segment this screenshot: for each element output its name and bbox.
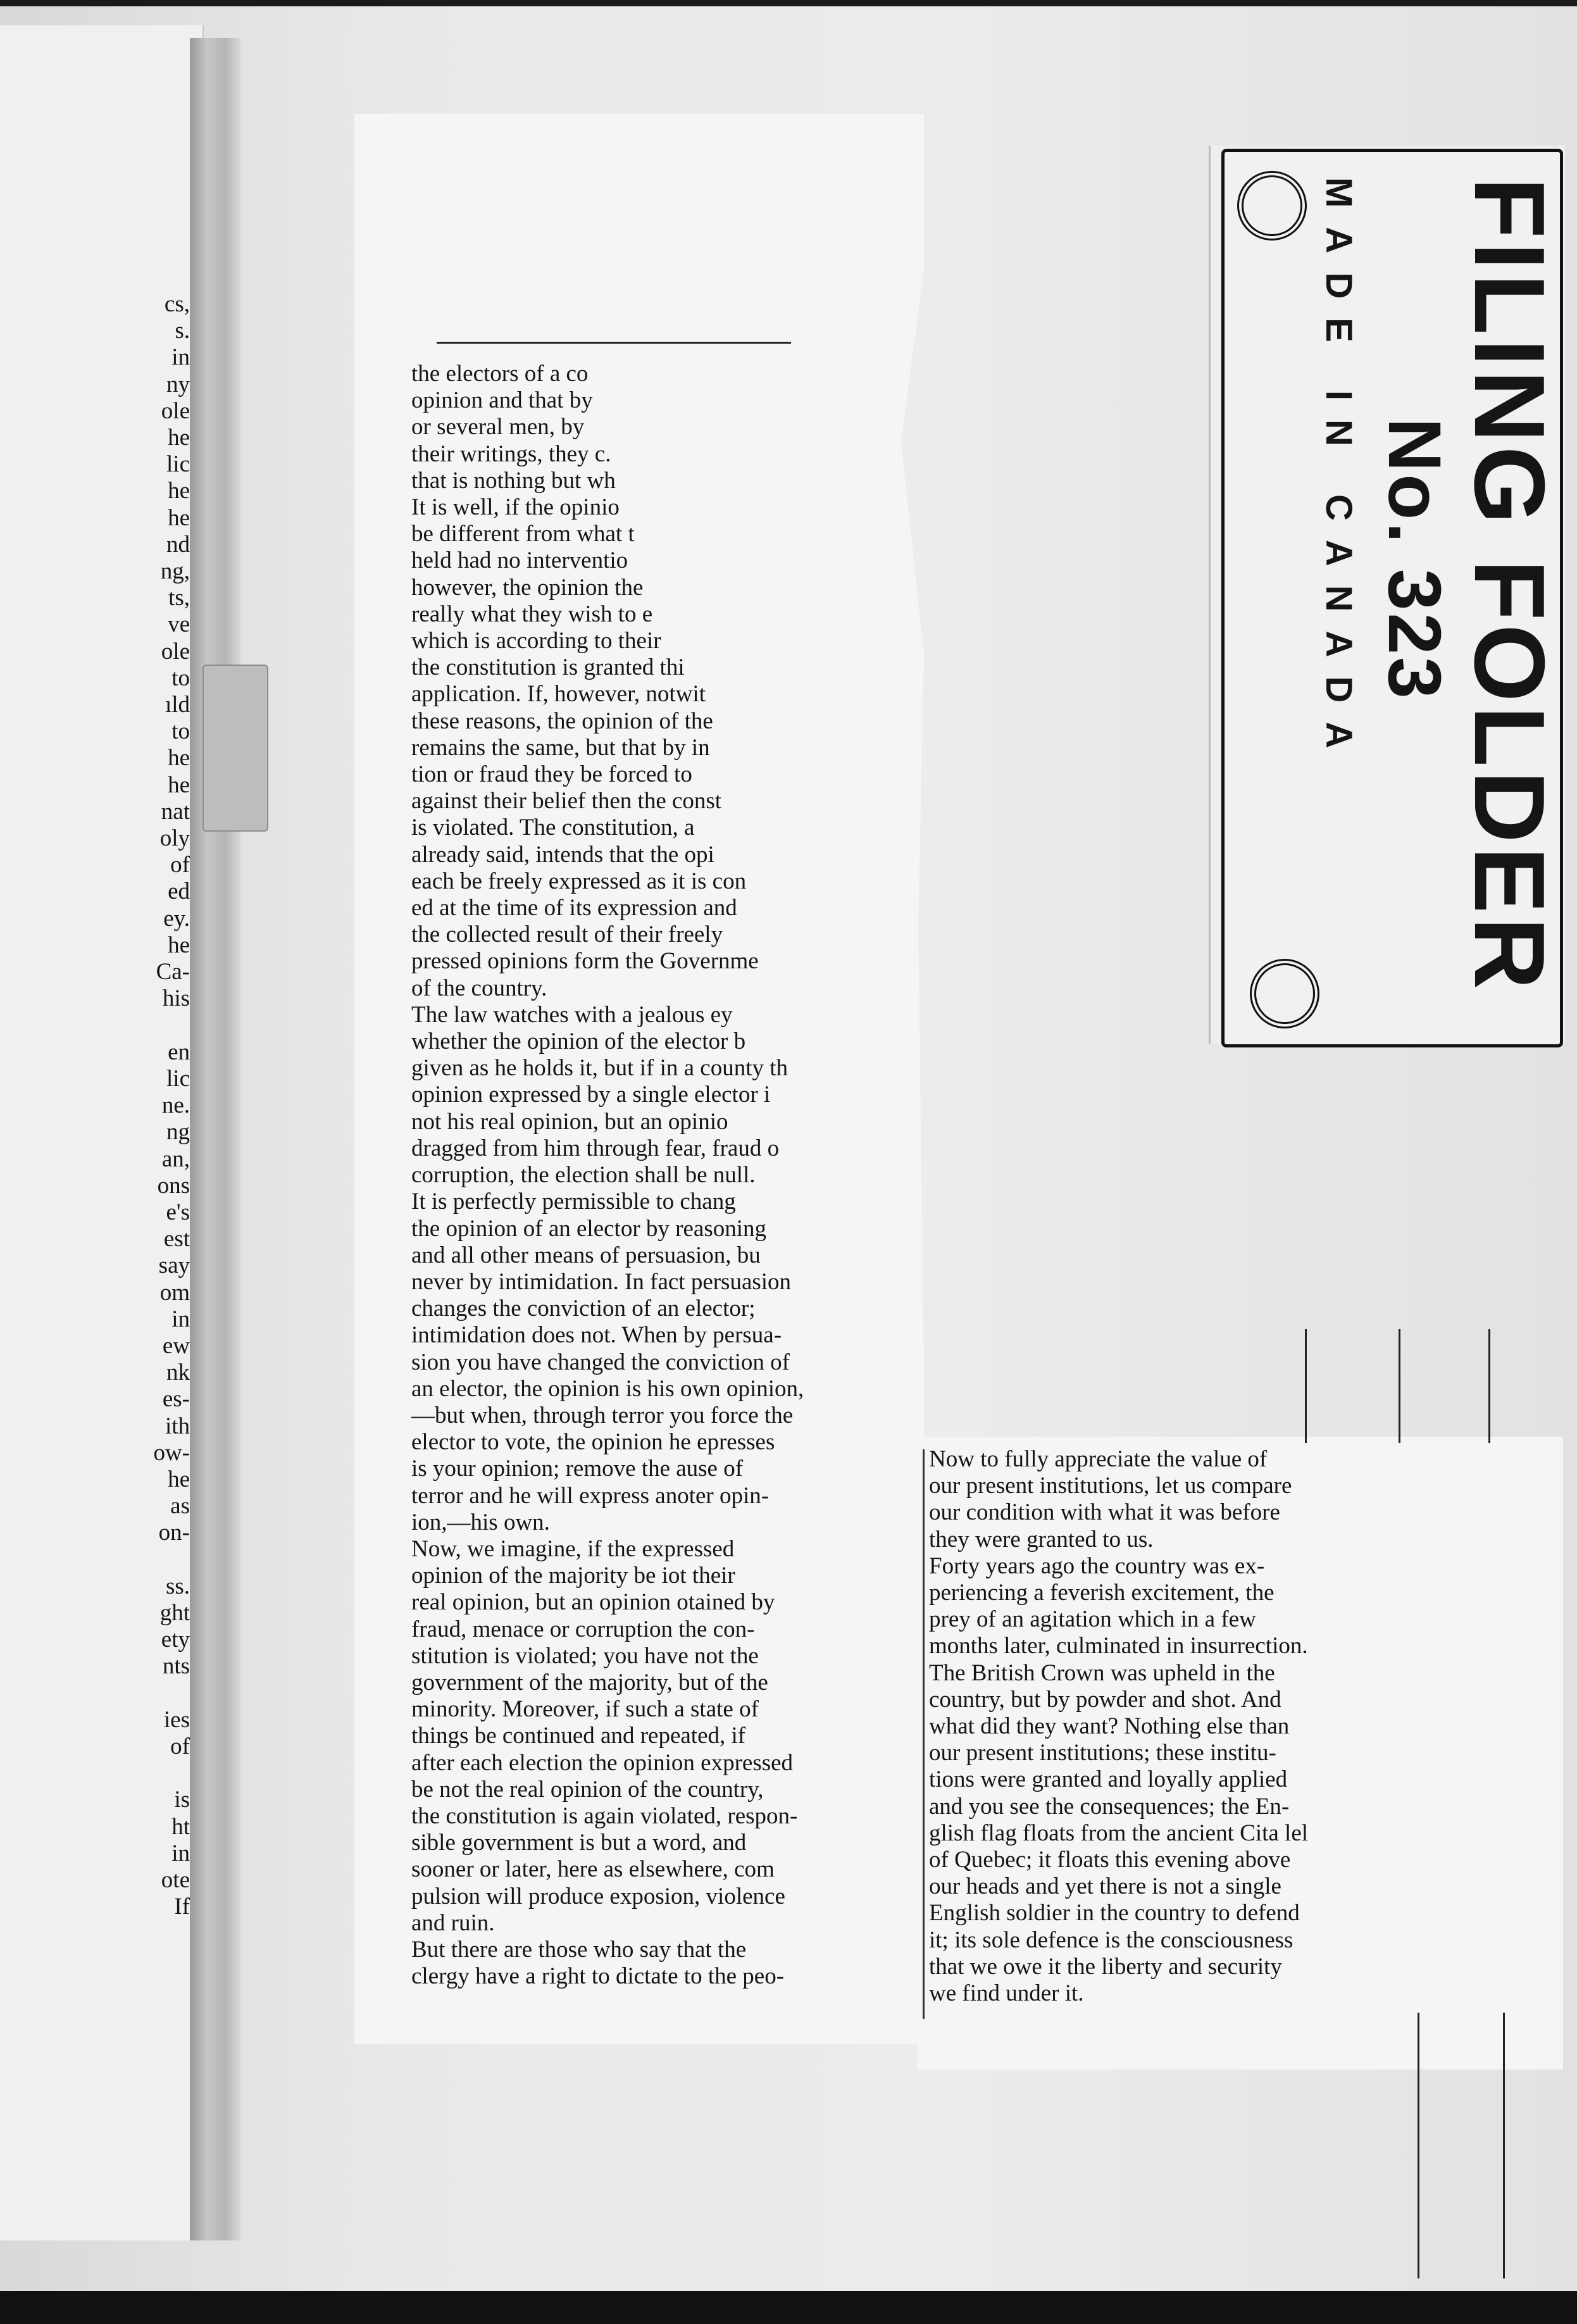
text-line: sion you have changed the conviction of — [411, 1349, 790, 1375]
text-line: country, but by powder and shot. And — [929, 1686, 1281, 1713]
filing-folder-number: No. 323 — [1373, 418, 1456, 701]
filing-folder-origin: MADE IN CANADA — [1318, 177, 1359, 768]
scan-bottom-border — [0, 2291, 1577, 2324]
text-line: an, — [161, 1146, 190, 1172]
text-line: ne. — [161, 1092, 190, 1119]
text-line: however, the opinion the — [411, 574, 644, 601]
text-line: is violated. The constitution, a — [411, 815, 695, 841]
filing-folder-title: FILING FOLDER — [1454, 177, 1565, 994]
text-line: we find under it. — [929, 1980, 1084, 2007]
text-line: the constitution is again violated, respon- — [411, 1802, 798, 1829]
text-line: the opinion of an elector by reasoning — [411, 1215, 766, 1242]
text-line: opinion and that by — [411, 387, 593, 414]
text-line: as — [170, 1493, 190, 1520]
text-line: to — [171, 718, 190, 745]
text-line: ed — [168, 878, 190, 905]
text-line: If — [174, 1894, 190, 1920]
text-line: our heads and yet there is not a single — [929, 1873, 1281, 1900]
text-line: ve — [168, 611, 190, 638]
text-line — [0, 1680, 190, 1707]
article-column-right — [929, 1446, 1448, 2007]
text-line: ny — [166, 371, 190, 397]
text-line: he — [168, 504, 190, 531]
text-line: prey of an agitation which in a few — [929, 1606, 1256, 1633]
text-line: which is according to their — [411, 628, 661, 654]
text-line: The British Crown was upheld in the — [929, 1659, 1275, 1686]
text-line: of Quebec; it floats this evening above — [929, 1847, 1291, 1873]
text-line: glish flag floats from the ancient Cita lel — [929, 1820, 1309, 1846]
text-line: —but when, through terror you force the — [411, 1402, 794, 1428]
text-line: he — [168, 1466, 190, 1492]
text-line: the collected result of their freely — [411, 921, 723, 948]
text-line: of the country. — [411, 975, 547, 1001]
text-line: our condition with what it was before — [929, 1499, 1280, 1526]
text-line: our present institutions, let us compare — [929, 1473, 1292, 1499]
text-line: never by intimidation. In fact persuasion — [411, 1268, 792, 1295]
text-line: ey. — [163, 905, 190, 932]
text-line: ies — [163, 1706, 190, 1733]
text-line: given as he holds it, but if in a county th — [411, 1055, 788, 1082]
text-line: en — [168, 1039, 190, 1065]
text-line: stitution is violated; you have not the — [411, 1642, 759, 1669]
text-line: Forty years ago the country was ex- — [929, 1552, 1265, 1579]
text-line: Ca- — [156, 959, 190, 985]
text-line: ght — [159, 1599, 190, 1626]
text-line: opinion of the majority be iot their — [411, 1563, 735, 1589]
text-line: the electors of a co — [411, 361, 589, 387]
text-line: ew — [162, 1332, 190, 1359]
label-corner-ornament-top — [1237, 171, 1307, 241]
text-line: ed at the time of its expression and — [411, 895, 737, 921]
text-line: ote — [161, 1866, 190, 1893]
folder-edge-line — [1503, 2013, 1505, 2278]
text-line: be not the real opinion of the country, — [411, 1776, 764, 1802]
text-line: ith — [165, 1413, 190, 1439]
text-line: application. If, however, notwit — [411, 681, 706, 708]
text-line: is your opinion; remove the ause of — [411, 1456, 744, 1482]
text-line: of — [170, 852, 190, 878]
text-line: est — [163, 1226, 190, 1253]
text-line: he — [168, 772, 190, 798]
text-line: cs, — [164, 291, 190, 317]
text-line: be different from what t — [411, 521, 635, 547]
text-line: elector to vote, the opinion he epresses — [411, 1429, 775, 1456]
text-line: intimidation does not. When by persua- — [411, 1322, 782, 1349]
text-line: in — [171, 1306, 190, 1332]
text-line: he — [168, 425, 190, 451]
text-line: each be freely expressed as it is con — [411, 868, 747, 894]
text-line: es- — [162, 1386, 190, 1413]
text-line: is — [174, 1787, 190, 1813]
text-line: their writings, they c. — [411, 440, 611, 467]
text-line: real opinion, but an opinion otained by — [411, 1589, 775, 1616]
filing-folder-label-text — [1304, 177, 1563, 993]
text-line: oly — [159, 825, 190, 852]
text-line: of — [170, 1733, 190, 1759]
column-divider — [923, 1449, 925, 2019]
text-line: ety — [161, 1627, 190, 1653]
text-line: on- — [158, 1520, 190, 1546]
text-line: and ruin. — [411, 1909, 495, 1936]
folder-edge-line — [1418, 2013, 1419, 2278]
text-line: he — [168, 932, 190, 958]
text-line: or several men, by — [411, 414, 585, 440]
text-line: to — [171, 665, 190, 691]
text-line: after each election the opinion expressed — [411, 1749, 794, 1776]
text-line: ıld — [165, 692, 190, 718]
text-line: tion or fraud they be forced to — [411, 761, 692, 788]
text-line: and all other means of persuasion, bu — [411, 1242, 761, 1268]
text-line: It is perfectly permissible to chang — [411, 1189, 736, 1215]
text-line: ng, — [160, 558, 190, 585]
text-line: nd — [166, 531, 190, 558]
text-line: ow- — [153, 1439, 190, 1466]
text-line: and you see the consequences; the En- — [929, 1793, 1290, 1820]
text-line: periencing a feverish excitement, the — [929, 1580, 1275, 1606]
text-line: nat — [161, 798, 190, 825]
text-line: ion,—his own. — [411, 1509, 550, 1535]
text-line: against their belief then the const — [411, 788, 722, 815]
text-line: ole — [161, 397, 190, 424]
text-line: clergy have a right to dictate to the peo- — [411, 1963, 785, 1990]
text-line: his — [162, 985, 190, 1012]
text-line: they were granted to us. — [929, 1526, 1154, 1552]
text-line: these reasons, the opinion of the — [411, 708, 713, 734]
text-line: tions were granted and loyally applied — [929, 1766, 1288, 1793]
text-line: lic — [166, 1065, 190, 1092]
text-line: The law watches with a jealous ey — [411, 1001, 733, 1028]
text-line: pressed opinions form the Governme — [411, 948, 759, 975]
text-line: not his real opinion, but an opinio — [411, 1108, 728, 1135]
text-line: s. — [175, 318, 190, 344]
text-line: really what they wish to e — [411, 601, 653, 627]
text-line: opinion expressed by a single elector i — [411, 1082, 771, 1108]
text-line: our present institutions; these institu- — [929, 1740, 1276, 1766]
text-line: ole — [161, 638, 190, 665]
left-sheet-edge-shadow — [190, 38, 240, 2240]
text-line: om — [159, 1279, 190, 1306]
text-line: ts, — [168, 585, 190, 611]
text-line: terror and he will express anoter opin- — [411, 1482, 770, 1509]
text-line: Now to fully appreciate the value of — [929, 1446, 1268, 1472]
folder-clip-tab — [203, 665, 268, 832]
text-line: lic — [166, 451, 190, 478]
text-line: in — [171, 344, 190, 371]
text-line: say — [158, 1253, 190, 1279]
text-line — [0, 1760, 190, 1787]
text-line: whether the opinion of the elector b — [411, 1028, 746, 1055]
text-line: ons — [157, 1172, 190, 1199]
text-line — [0, 1547, 190, 1573]
column-top-rule — [437, 342, 791, 344]
text-line: English soldier in the country to defend — [929, 1900, 1300, 1927]
text-line: It is well, if the opinio — [411, 494, 620, 521]
text-line: pulsion will produce exposion, violence — [411, 1883, 785, 1909]
article-column-left — [411, 361, 918, 1990]
text-line: minority. Moreover, if such a state of — [411, 1696, 759, 1723]
text-line: dragged from him through fear, fraud o — [411, 1135, 780, 1161]
text-line: he — [168, 478, 190, 504]
text-line: months later, culminated in insurrection. — [929, 1633, 1308, 1659]
text-line: sible government is but a word, and — [411, 1830, 747, 1856]
text-line: nk — [166, 1359, 190, 1386]
text-line: But there are those who say that the — [411, 1936, 747, 1963]
folder-edge-line — [1488, 1329, 1490, 1443]
text-line: changes the conviction of an elector; — [411, 1296, 756, 1322]
text-line: he — [168, 745, 190, 772]
text-line: things be continued and repeated, if — [411, 1723, 746, 1749]
text-line — [0, 1012, 190, 1039]
text-line: e's — [166, 1199, 190, 1225]
text-line: ng — [166, 1119, 190, 1146]
text-line: Now, we imagine, if the expressed — [411, 1535, 735, 1562]
text-line: sooner or later, here as elsewhere, com — [411, 1856, 775, 1883]
text-line: ht — [171, 1813, 190, 1840]
text-line: remains the same, but that by in — [411, 734, 710, 761]
text-line: fraud, menace or corruption the con- — [411, 1616, 755, 1642]
text-line: already said, intends that the opi — [411, 841, 714, 868]
folder-edge-line — [1305, 1329, 1307, 1443]
folder-edge-line — [1399, 1329, 1400, 1443]
text-line: nts — [162, 1653, 190, 1680]
left-fragment-text — [0, 291, 190, 1920]
text-line: held had no interventio — [411, 547, 628, 574]
text-line: that we owe it the liberty and security — [929, 1953, 1282, 1980]
text-line: it; its sole defence is the consciousness — [929, 1927, 1293, 1953]
text-line: in — [171, 1840, 190, 1866]
text-line: corruption, the election shall be null. — [411, 1162, 756, 1189]
text-line: ss. — [165, 1573, 190, 1599]
text-line: that is nothing but wh — [411, 467, 616, 494]
text-line: government of the majority, but of the — [411, 1669, 768, 1696]
text-line: the constitution is granted thi — [411, 654, 685, 681]
scan-top-border — [0, 0, 1577, 6]
text-line: an elector, the opinion is his own opinion, — [411, 1375, 804, 1402]
text-line: what did they want? Nothing else than — [929, 1713, 1290, 1740]
